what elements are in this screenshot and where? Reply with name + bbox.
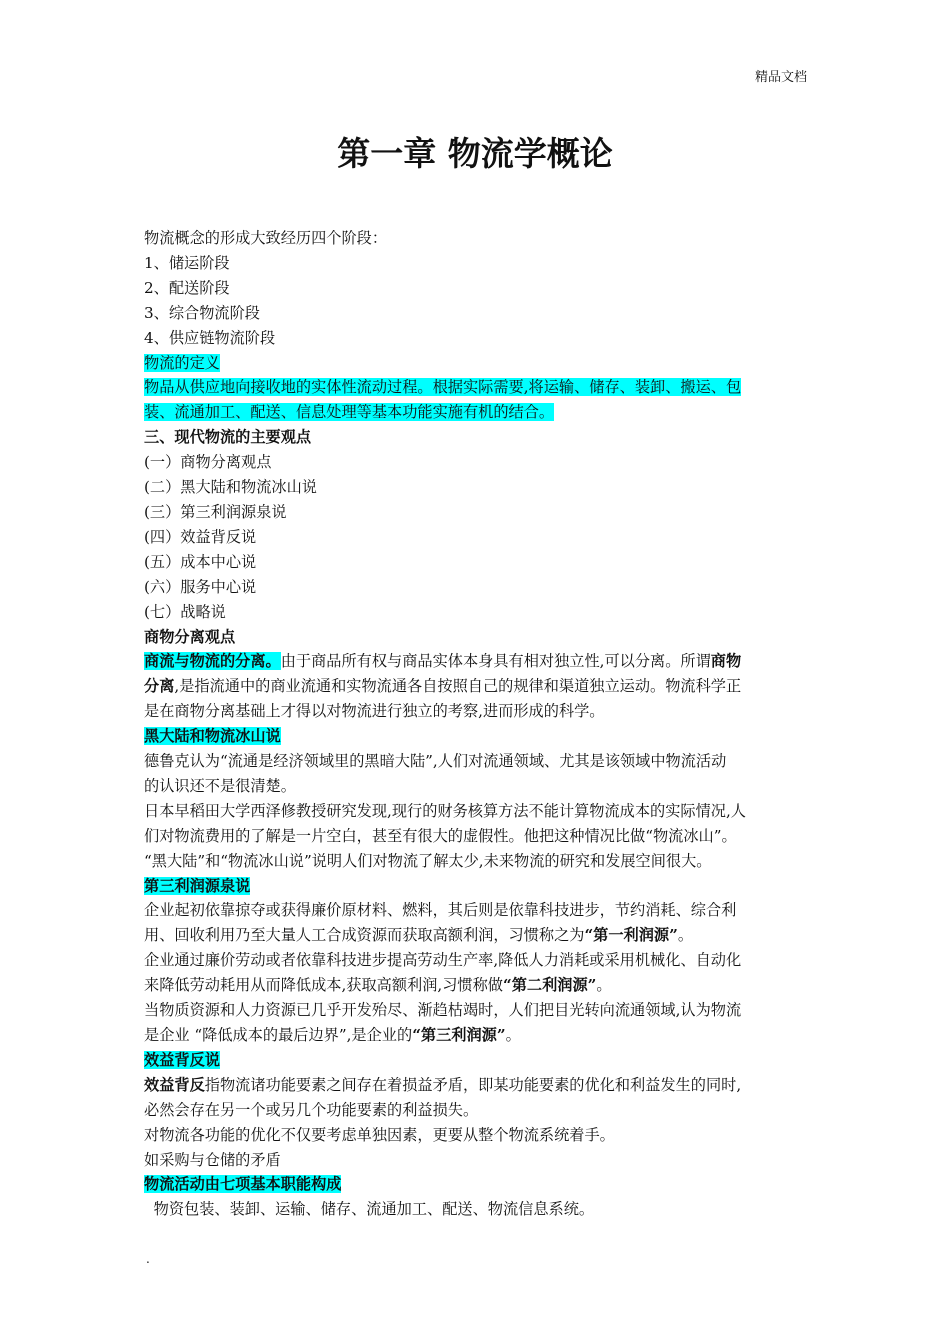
tradeoff-text: 如采购与仓储的矛盾 xyxy=(144,1150,281,1169)
blackland-text: 们对物流费用的了解是一片空白，甚至有很大的虚假性。他把这种情况比做“物流冰山”。 xyxy=(144,826,737,845)
third-profit-text: 企业通过廉价劳动或者依靠科技进步提高劳动生产率,降低人力消耗或采用机械化、自动化 xyxy=(144,951,742,970)
blackland-heading: 黑大陆和物流冰山说 xyxy=(144,727,281,746)
separation-text: 是在商物分离基础上才得以对物流进行独立的考察,进而形成的科学。 xyxy=(144,702,605,721)
document-body xyxy=(144,226,808,1222)
third-profit-term: “第二利润源” xyxy=(502,976,597,995)
intro-text: 物流概念的形成大致经历四个阶段： xyxy=(144,229,387,247)
tradeoff-text: 必然会存在另一个或另几个功能要素的利益损失。 xyxy=(144,1100,479,1119)
third-profit-text: 。 xyxy=(505,1026,521,1044)
views-item: (四）效益背反说 xyxy=(144,527,257,546)
definition-text-line1: 物品从供应地向接收地的实体性流动过程。根据实际需要,将运输、储存、装卸、搬运、包 xyxy=(144,378,742,397)
third-profit-term: “第一利润源” xyxy=(584,926,678,945)
views-item: (一）商物分离观点 xyxy=(144,453,272,472)
chapter-title: 第一章 物流学概论 xyxy=(337,134,613,173)
tradeoff-term: 效益背反 xyxy=(144,1075,205,1094)
third-profit-text: 来降低劳动耗用从而降低成本,获取高额利润,习惯称做 xyxy=(144,976,503,995)
tradeoff-heading: 效益背反说 xyxy=(144,1050,220,1069)
stage-item: 4、供应链物流阶段 xyxy=(144,328,276,347)
separation-text: ,是指流通中的商业流通和实物流通各自按照自己的规律和渠道独立运动。物流科学正 xyxy=(174,677,742,696)
third-profit-text: 是企业 “降低成本的最后边界”,是企业的 xyxy=(144,1026,413,1044)
third-profit-heading: 第三利润源泉说 xyxy=(144,876,251,895)
separation-lead: 商流与物流的分离。 xyxy=(144,652,281,671)
blackland-text: 的认识还不是很清楚。 xyxy=(144,776,296,795)
separation-term: 商物 xyxy=(710,652,742,671)
third-profit-text: 用、回收利用乃至大量人工合成资源而获取高额利润，习惯称之为 xyxy=(144,926,585,945)
tradeoff-text: 指物流诸功能要素之间存在着损益矛盾，即某功能要素的优化和利益发生的同时, xyxy=(204,1075,742,1094)
stage-item: 2、配送阶段 xyxy=(144,278,230,297)
views-heading: 三、现代物流的主要观点 xyxy=(144,428,312,447)
blackland-text: “黑大陆”和“物流冰山说”说明人们对物流了解太少,未来物流的研究和发展空间很大。 xyxy=(144,851,712,870)
third-profit-term: “第三利润源” xyxy=(412,1026,506,1044)
blackland-text: 日本早稻田大学西泽修教授研究发现,现行的财务核算方法不能计算物流成本的实际情况,人 xyxy=(144,801,746,820)
third-profit-text: 当物质资源和人力资源已几乎开发殆尽、渐趋枯竭时，人们把目光转向流通领域,认为物流 xyxy=(144,1001,742,1020)
functions-text: 物资包装、装卸、运输、储存、流通加工、配送、物流信息系统。 xyxy=(144,1200,595,1219)
blackland-text: 德鲁克认为“流通是经济领域里的黑暗大陆”,人们对流通领域、尤其是该领域中物流活动 xyxy=(144,752,727,771)
definition-heading: 物流的定义 xyxy=(144,353,220,372)
footer-mark: . xyxy=(146,1252,150,1266)
separation-term: 分离 xyxy=(144,677,175,696)
page-header-label: 精品文档 xyxy=(754,70,807,85)
views-item: (二）黑大陆和物流冰山说 xyxy=(144,478,317,497)
functions-heading: 物流活动由七项基本职能构成 xyxy=(144,1175,342,1194)
views-item: (六）服务中心说 xyxy=(144,577,257,596)
separation-heading: 商物分离观点 xyxy=(144,627,236,646)
views-item: (五）成本中心说 xyxy=(144,552,257,571)
tradeoff-text: 对物流各功能的优化不仅要考虑单独因素，更要从整个物流系统着手。 xyxy=(144,1125,615,1144)
stage-item: 3、综合物流阶段 xyxy=(144,303,260,322)
third-profit-text: 。 xyxy=(677,926,694,945)
third-profit-text: 。 xyxy=(596,976,612,995)
views-item: (七）战略说 xyxy=(144,602,226,621)
definition-text-line2: 装、流通加工、配送、信息处理等基本功能实施有机的结合。 xyxy=(144,403,555,422)
views-item: (三）第三利润源泉说 xyxy=(144,502,287,521)
third-profit-text: 企业起初依靠掠夺或获得廉价原材料、燃料，其后则是依靠科技进步，节约消耗、综合利 xyxy=(144,901,737,920)
stage-item: 1、储运阶段 xyxy=(144,253,230,272)
separation-text: 由于商品所有权与商品实体本身具有相对独立性,可以分离。所谓 xyxy=(280,652,711,671)
